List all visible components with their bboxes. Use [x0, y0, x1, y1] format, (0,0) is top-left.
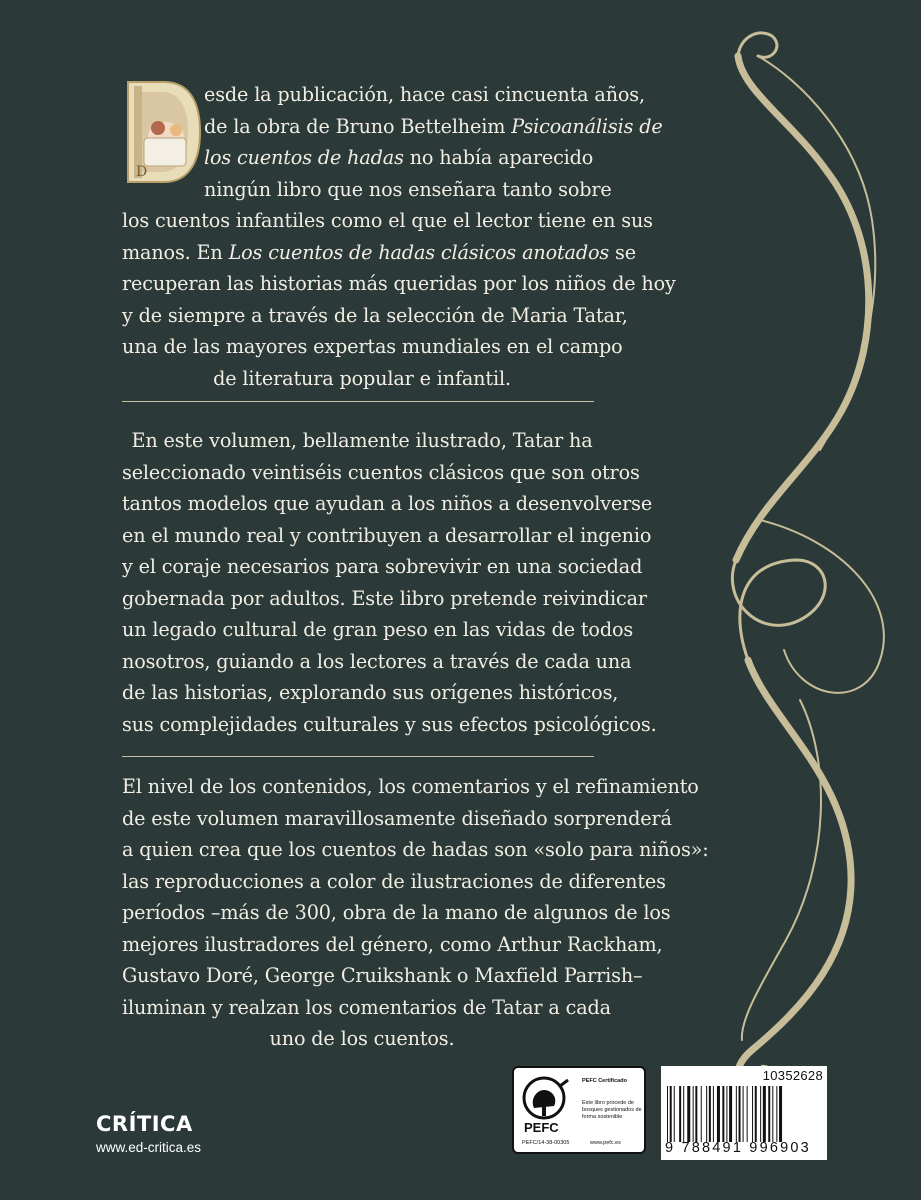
- barcode-top-code: 10352628: [762, 1068, 823, 1083]
- barcode-bars: [667, 1086, 821, 1142]
- barcode-bar: [747, 1086, 748, 1142]
- barcode-bar: [768, 1086, 770, 1142]
- text-line: gobernada por adultos. Este libro pretende reivindicar: [122, 586, 647, 610]
- text-line: nosotros, guiando a los lectores a través de cada una: [122, 649, 632, 673]
- barcode-bar: [726, 1086, 727, 1142]
- barcode-bar: [674, 1086, 675, 1142]
- barcode-bar: [695, 1086, 697, 1142]
- barcode-bar: [755, 1086, 757, 1142]
- text-line: iluminan y realzan los comentarios de Tatar a cada: [122, 995, 611, 1019]
- text-line: manos. En Los cuentos de hadas clásicos anotados se: [122, 240, 636, 264]
- dropcap-letter: D: [136, 164, 148, 180]
- description-paragraph-3: [122, 771, 709, 1055]
- barcode-bar: [679, 1086, 681, 1142]
- pefc-word: PEFC: [524, 1120, 559, 1135]
- text-line: un legado cultural de gran peso en las vidas de todos: [122, 618, 634, 641]
- barcode-bar: [701, 1086, 702, 1142]
- barcode-bar: [772, 1086, 773, 1142]
- isbn-number: 9 788491 996903: [665, 1140, 811, 1156]
- text-line: de literatura popular e infantil.: [213, 366, 511, 390]
- barcode-bar: [729, 1086, 732, 1142]
- text-line: tantos modelos que ayudan a los niños a desenvolverse: [122, 492, 653, 515]
- text-line: Gustavo Doré, George Cruikshank o Maxfield Parrish–: [122, 964, 643, 987]
- text-line: los cuentos infantiles como el que el lector tiene en sus: [122, 209, 653, 232]
- text-line: períodos –más de 300, obra de la mano de algunos de los: [122, 901, 671, 924]
- description-paragraph-1: [122, 79, 676, 394]
- barcode-bar: [736, 1086, 737, 1142]
- isbn-barcode: [661, 1066, 827, 1160]
- barcode-bar: [670, 1086, 672, 1142]
- text-line: las reproducciones a color de ilustraciones de diferentes: [122, 869, 666, 893]
- text-line: uno de los cuentos.: [269, 1027, 455, 1050]
- barcode-bar: [739, 1086, 741, 1142]
- barcode-bar: [706, 1086, 707, 1142]
- text-line: de este volumen maravillosamente diseñado sorprenderá: [122, 806, 672, 830]
- publisher-logo: CRÍTICA: [96, 1112, 193, 1136]
- text-line: mejores ilustradores del género, como Arthur Rackham,: [122, 932, 663, 956]
- pefc-code: PEFC/14-38-00305: [522, 1140, 570, 1146]
- barcode-bar: [687, 1086, 690, 1142]
- text-line: sus complejidades culturales y sus efectos psicológicos.: [122, 712, 657, 736]
- divider-1: [122, 401, 594, 402]
- description-paragraph-2: [122, 425, 657, 740]
- text-line: seleccionado veintiséis cuentos clásicos que son otros: [122, 460, 640, 484]
- barcode-bar: [709, 1086, 711, 1142]
- barcode-bar: [760, 1086, 761, 1142]
- barcode-bar: [667, 1086, 668, 1142]
- text-line: ningún libro que nos enseñara tanto sobre: [204, 177, 612, 201]
- divider-2: [122, 756, 594, 757]
- text-line: de la obra de Bruno Bettelheim Psicoanálisis de: [204, 114, 663, 138]
- barcode-bar: [722, 1086, 724, 1142]
- text-line: una de las mayores expertas mundiales en el campo: [122, 335, 623, 358]
- text-line: recuperan las historias más queridas por los niños de hoy: [122, 272, 676, 295]
- barcode-bar: [713, 1086, 714, 1142]
- barcode-bar: [693, 1086, 694, 1142]
- text-line: El nivel de los contenidos, los comentarios y el refinamiento: [122, 775, 699, 798]
- barcode-bar: [779, 1086, 782, 1142]
- barcode-bar: [743, 1086, 744, 1142]
- tree-icon: [522, 1076, 570, 1120]
- barcode-bar: [763, 1086, 766, 1142]
- text-line: esde la publicación, hace casi cincuenta años,: [204, 83, 645, 106]
- text-line: En este volumen, bellamente ilustrado, Tatar ha: [131, 429, 593, 452]
- text-line: y el coraje necesarios para sobrevivir en una sociedad: [122, 555, 643, 578]
- text-line: los cuentos de hadas no había aparecido: [204, 146, 594, 169]
- text-line: a quien crea que los cuentos de hadas son «solo para niños»:: [122, 838, 709, 861]
- text-line: en el mundo real y contribuyen a desarrollar el ingenio: [122, 523, 652, 547]
- pefc-title: PEFC Certificado: [582, 1078, 627, 1084]
- text-line: y de siempre a través de la selección de Maria Tatar,: [122, 303, 628, 327]
- text-line: de las historias, explorando sus orígenes históricos,: [122, 681, 619, 704]
- pefc-website: www.pefc.es: [590, 1140, 621, 1146]
- barcode-bar: [752, 1086, 753, 1142]
- pefc-description: Este libro procede de bosques gestionados de forma sostenible: [582, 1100, 642, 1120]
- publisher-website: www.ed-critica.es: [96, 1140, 202, 1155]
- pefc-certification: [512, 1066, 646, 1154]
- barcode-bar: [717, 1086, 720, 1142]
- barcode-bar: [683, 1086, 684, 1142]
- barcode-bar: [776, 1086, 777, 1142]
